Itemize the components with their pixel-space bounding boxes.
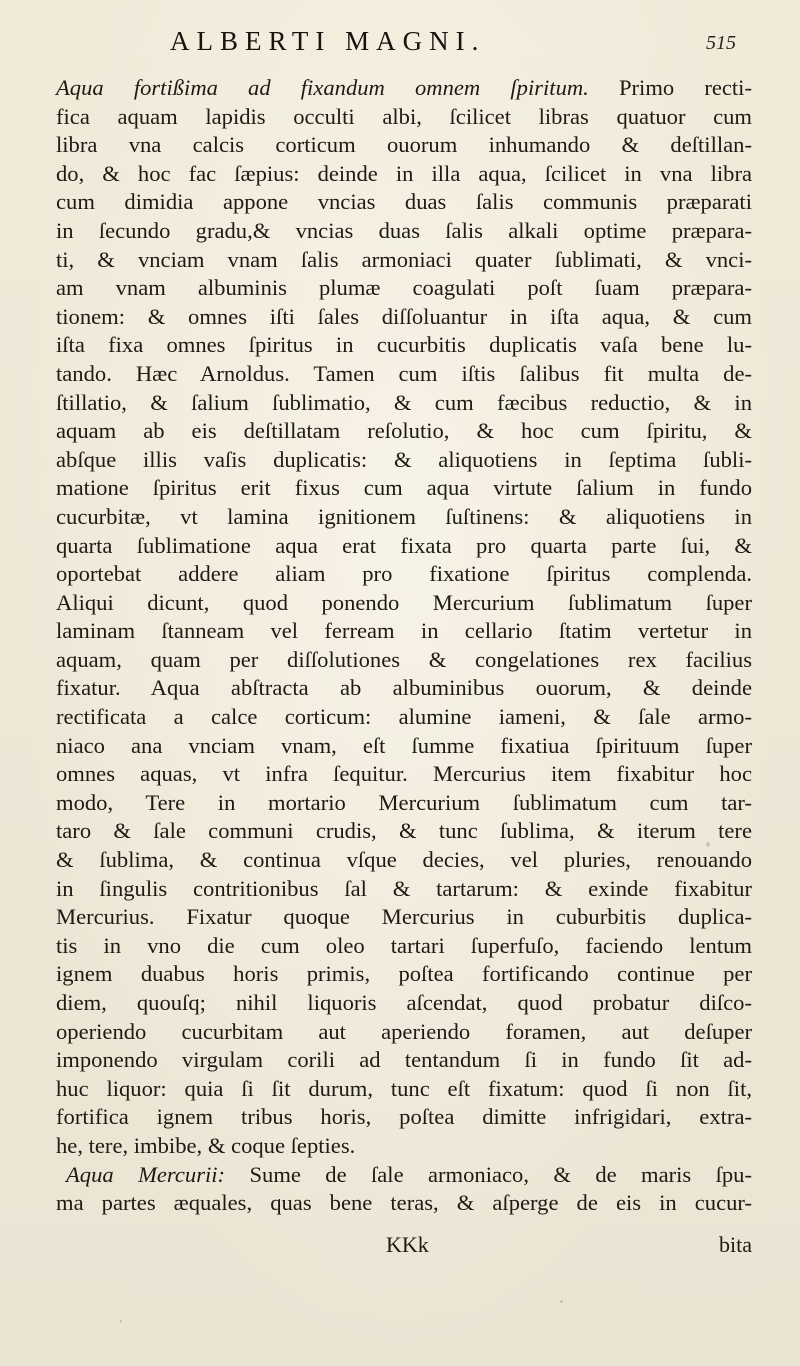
line-text: cucurbitæ, vt lamina ignitionem ſuſtinens: & aliquotiens in: [56, 503, 752, 529]
line-text: modo, Tere in mortario Mercurium ſublimatum cum tar-: [56, 789, 752, 815]
line-text: Aliqui dicunt, quod ponendo Mercurium ſublimatum ſuper: [56, 589, 752, 615]
line-text: tionem: & omnes iſti ſales diſſoluantur in iſta aqua, & cum: [56, 303, 752, 329]
text-line: [56, 1075, 752, 1104]
text-line: [56, 817, 752, 846]
line-text: am vnam albuminis plumæ coagulati poſt ſuam præpara-: [56, 275, 752, 301]
text-line: [56, 217, 752, 246]
text-line: [56, 674, 752, 703]
line-text: ignem duabus horis primis, poſtea fortificando continue per: [56, 961, 752, 987]
text-line: [56, 474, 752, 503]
line-text: quarta ſublimatione aqua erat fixata pro quarta parte ſui, &: [56, 532, 752, 558]
page-number: 515: [706, 32, 736, 54]
line-text: abſque illis vaſis duplicatis: & aliquotiens in ſeptima ſubli-: [56, 446, 752, 472]
text-line: [56, 960, 752, 989]
line-text: ma partes æquales, quas bene teras, & aſperge de eis in cucur-: [56, 1190, 752, 1216]
running-title: ALBERTI MAGNI.: [170, 26, 486, 56]
text-line: [56, 331, 752, 360]
text-line: [56, 74, 752, 103]
line-text: rectificata a calce corticum: alumine iameni, & ſale armo-: [56, 704, 752, 730]
text-line: [56, 303, 752, 332]
line-text: tis in vno die cum oleo tartari ſuperfuſo, faciendo lentum: [56, 932, 752, 958]
line-text: & ſublima, & continua vſque decies, vel pluries, renouando: [56, 847, 752, 873]
text-line: [56, 646, 752, 675]
text-line: [56, 1189, 752, 1218]
text-line: [56, 846, 752, 875]
recipe-heading: Aqua fortißima ad fixandum omnem ſpiritum.: [56, 75, 589, 100]
text-line: [56, 274, 752, 303]
text-line: [56, 1103, 752, 1132]
line-text: Mercurius. Fixatur quoque Mercurius in cuburbitis duplica-: [56, 904, 752, 930]
paper-speck: [120, 1320, 122, 1323]
text-line: [56, 446, 752, 475]
line-text: iſta fixa omnes ſpiritus in cucurbitis duplicatis vaſa bene lu-: [56, 332, 752, 358]
line-text: aquam ab eis deſtillatam reſolutio, & hoc cum ſpiritu, &: [56, 418, 752, 444]
text-line: [56, 246, 752, 275]
line-text: fixatur. Aqua abſtracta ab albuminibus ouorum, & deinde: [56, 675, 752, 701]
text-block: [56, 74, 752, 1218]
text-line: [56, 389, 752, 418]
text-line: [56, 875, 752, 904]
line-text: fica aquam lapidis occulti albi, ſcilicet libras quatuor cum: [56, 103, 752, 129]
text-line: [56, 131, 752, 160]
line-text: matione ſpiritus erit fixus cum aqua virtute ſalium in fundo: [56, 475, 752, 501]
text-line: [56, 417, 752, 446]
text-line: [56, 360, 752, 389]
line-text: operiendo cucurbitam aut aperiendo foramen, aut deſuper: [56, 1018, 752, 1044]
line-text: diem, quouſq; nihil liquoris aſcendat, quod probatur diſco-: [56, 990, 752, 1015]
text-line: [56, 1018, 752, 1047]
text-line: [56, 1161, 752, 1190]
text-line: [56, 989, 752, 1018]
text-line: [56, 789, 752, 818]
line-text: ſtillatio, & ſalium ſublimatio, & cum fæcibus reductio, & in: [56, 389, 752, 415]
line-text: laminam ſtanneam vel ferream in cellario ſtatim vertetur in: [56, 618, 752, 644]
paper-speck: [706, 842, 710, 847]
line-text: libra vna calcis corticum ouorum inhumando & deſtillan-: [56, 132, 752, 158]
text-line: [56, 760, 752, 789]
line-text: tando. Hæc Arnoldus. Tamen cum iſtis ſalibus fit multa de-: [56, 360, 752, 386]
line-text: omnes aquas, vt infra ſequitur. Mercurius item fixabitur hoc: [56, 761, 752, 787]
catchline: [56, 1232, 752, 1262]
line-text: imponendo virgulam corili ad tentandum ſi in fundo ſit ad-: [56, 1047, 752, 1073]
text-line: [56, 503, 752, 532]
line-text: Primo recti-: [588, 75, 752, 100]
catchword: bita: [719, 1232, 752, 1257]
text-line: [56, 1046, 752, 1075]
line-text: Sume de ſale armoniaco, & de maris ſpu-: [225, 1161, 753, 1187]
line-text: ti, & vnciam vnam ſalis armoniaci quater ſublimati, & vnci-: [56, 246, 752, 272]
signature-mark: KKk: [386, 1232, 429, 1257]
text-line: [56, 903, 752, 932]
line-text: aquam, quam per diſſolutiones & congelationes rex facilius: [56, 646, 752, 672]
text-line: [56, 560, 752, 589]
text-line: [56, 532, 752, 561]
text-line: [56, 932, 752, 961]
recipe-heading: Aqua Mercurii:: [66, 1161, 226, 1187]
line-text: he, tere, imbibe, & coque ſepties.: [56, 1132, 356, 1158]
line-text: in ſingulis contritionibus ſal & tartarum: & exinde fixabitur: [56, 875, 752, 901]
paper-speck: [560, 1300, 563, 1303]
text-line: [56, 160, 752, 189]
text-line: [56, 103, 752, 132]
line-text: taro & ſale communi crudis, & tunc ſublima, & iterum tere: [56, 818, 752, 844]
line-text: in ſecundo gradu,& vncias duas ſalis alkali optime præpara-: [56, 217, 752, 243]
text-line: [56, 1132, 752, 1161]
text-line: [56, 732, 752, 761]
text-line: [56, 703, 752, 732]
line-text: niaco ana vnciam vnam, eſt ſumme fixatiua ſpirituum ſuper: [56, 732, 752, 758]
text-line: [56, 188, 752, 217]
text-line: [56, 617, 752, 646]
line-text: fortifica ignem tribus horis, poſtea dimitte infrigidari, extra-: [56, 1104, 752, 1130]
line-text: do, & hoc fac ſæpius: deinde in illa aqua, ſcilicet in vna libra: [56, 160, 752, 186]
line-text: cum dimidia appone vncias duas ſalis communis præparati: [56, 189, 752, 215]
running-head: [0, 26, 800, 66]
text-line: [56, 589, 752, 618]
line-text: huc liquor: quia ſi ſit durum, tunc eſt fixatum: quod ſi non ſit,: [56, 1075, 752, 1101]
line-text: oportebat addere aliam pro fixatione ſpiritus complenda.: [56, 561, 752, 587]
